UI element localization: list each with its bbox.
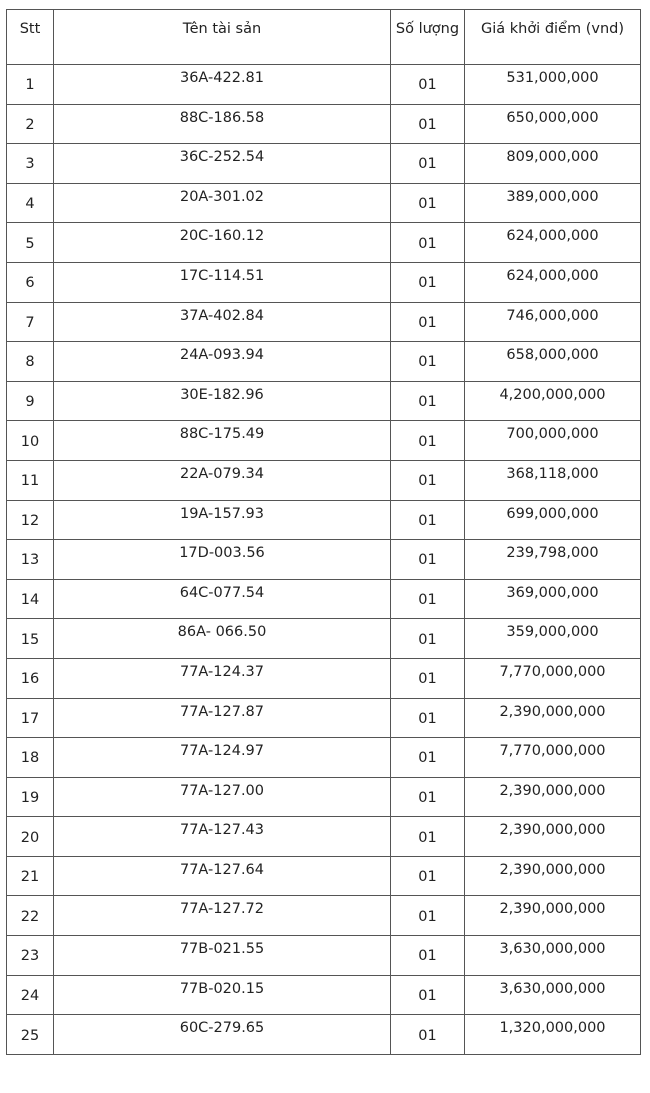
table-header <box>7 10 641 65</box>
table-row <box>7 144 641 184</box>
table-row <box>7 658 641 698</box>
row-asset-name-cell: 77A-127.43 <box>54 817 391 857</box>
table-row <box>7 500 641 540</box>
table-row <box>7 223 641 263</box>
row-stt-cell: 13 <box>7 540 54 580</box>
row-asset-name-cell: 24A-093.94 <box>54 342 391 382</box>
row-price-cell: 4,200,000,000 <box>465 381 641 421</box>
row-price-cell: 7,770,000,000 <box>465 738 641 778</box>
table-row <box>7 856 641 896</box>
row-stt-cell: 21 <box>7 856 54 896</box>
table-row <box>7 104 641 144</box>
row-asset-name-cell: 20C-160.12 <box>54 223 391 263</box>
row-asset-name-cell: 30E-182.96 <box>54 381 391 421</box>
row-asset-name-cell: 77A-127.64 <box>54 856 391 896</box>
row-asset-name-cell: 19A-157.93 <box>54 500 391 540</box>
table-row <box>7 738 641 778</box>
row-stt-cell: 18 <box>7 738 54 778</box>
header-name: Tên tài sản <box>54 10 391 65</box>
row-asset-name-cell: 88C-186.58 <box>54 104 391 144</box>
row-quantity-cell: 01 <box>391 421 465 461</box>
row-price-cell: 389,000,000 <box>465 183 641 223</box>
header-row <box>7 10 641 65</box>
row-stt-cell: 10 <box>7 421 54 461</box>
row-asset-name-cell: 36C-252.54 <box>54 144 391 184</box>
row-quantity-cell: 01 <box>391 460 465 500</box>
row-price-cell: 699,000,000 <box>465 500 641 540</box>
row-price-cell: 531,000,000 <box>465 65 641 105</box>
row-stt-cell: 25 <box>7 1015 54 1055</box>
row-asset-name-cell: 88C-175.49 <box>54 421 391 461</box>
table-row <box>7 183 641 223</box>
row-asset-name-cell: 36A-422.81 <box>54 65 391 105</box>
row-price-cell: 658,000,000 <box>465 342 641 382</box>
row-stt-cell: 19 <box>7 777 54 817</box>
row-price-cell: 2,390,000,000 <box>465 698 641 738</box>
row-price-cell: 359,000,000 <box>465 619 641 659</box>
table-row <box>7 262 641 302</box>
row-quantity-cell: 01 <box>391 342 465 382</box>
row-asset-name-cell: 77B-020.15 <box>54 975 391 1015</box>
row-price-cell: 1,320,000,000 <box>465 1015 641 1055</box>
row-quantity-cell: 01 <box>391 144 465 184</box>
row-asset-name-cell: 60C-279.65 <box>54 1015 391 1055</box>
table-row <box>7 342 641 382</box>
table-row <box>7 896 641 936</box>
row-quantity-cell: 01 <box>391 817 465 857</box>
row-asset-name-cell: 17C-114.51 <box>54 262 391 302</box>
row-asset-name-cell: 86A- 066.50 <box>54 619 391 659</box>
row-stt-cell: 12 <box>7 500 54 540</box>
row-quantity-cell: 01 <box>391 658 465 698</box>
row-price-cell: 746,000,000 <box>465 302 641 342</box>
table-row <box>7 421 641 461</box>
table-row <box>7 817 641 857</box>
table-row <box>7 540 641 580</box>
row-asset-name-cell: 77A-124.37 <box>54 658 391 698</box>
row-asset-name-cell: 77A-124.97 <box>54 738 391 778</box>
table-row <box>7 65 641 105</box>
row-price-cell: 2,390,000,000 <box>465 817 641 857</box>
row-asset-name-cell: 22A-079.34 <box>54 460 391 500</box>
row-stt-cell: 14 <box>7 579 54 619</box>
row-quantity-cell: 01 <box>391 104 465 144</box>
row-quantity-cell: 01 <box>391 262 465 302</box>
row-stt-cell: 5 <box>7 223 54 263</box>
row-stt-cell: 22 <box>7 896 54 936</box>
row-quantity-cell: 01 <box>391 65 465 105</box>
table-row <box>7 460 641 500</box>
table-row <box>7 777 641 817</box>
row-quantity-cell: 01 <box>391 540 465 580</box>
row-price-cell: 3,630,000,000 <box>465 975 641 1015</box>
row-quantity-cell: 01 <box>391 223 465 263</box>
table-row <box>7 579 641 619</box>
row-quantity-cell: 01 <box>391 500 465 540</box>
row-quantity-cell: 01 <box>391 896 465 936</box>
row-price-cell: 239,798,000 <box>465 540 641 580</box>
row-quantity-cell: 01 <box>391 183 465 223</box>
row-price-cell: 3,630,000,000 <box>465 936 641 976</box>
row-asset-name-cell: 17D-003.56 <box>54 540 391 580</box>
row-stt-cell: 2 <box>7 104 54 144</box>
header-stt: Stt <box>7 10 54 65</box>
row-stt-cell: 4 <box>7 183 54 223</box>
row-stt-cell: 7 <box>7 302 54 342</box>
row-stt-cell: 20 <box>7 817 54 857</box>
row-asset-name-cell: 64C-077.54 <box>54 579 391 619</box>
row-quantity-cell: 01 <box>391 698 465 738</box>
row-quantity-cell: 01 <box>391 619 465 659</box>
row-asset-name-cell: 37A-402.84 <box>54 302 391 342</box>
row-quantity-cell: 01 <box>391 777 465 817</box>
table-row <box>7 936 641 976</box>
row-price-cell: 624,000,000 <box>465 262 641 302</box>
row-stt-cell: 17 <box>7 698 54 738</box>
row-quantity-cell: 01 <box>391 579 465 619</box>
row-quantity-cell: 01 <box>391 381 465 421</box>
row-stt-cell: 8 <box>7 342 54 382</box>
row-stt-cell: 6 <box>7 262 54 302</box>
row-stt-cell: 1 <box>7 65 54 105</box>
table-row <box>7 302 641 342</box>
row-price-cell: 2,390,000,000 <box>465 856 641 896</box>
row-quantity-cell: 01 <box>391 975 465 1015</box>
row-price-cell: 368,118,000 <box>465 460 641 500</box>
row-quantity-cell: 01 <box>391 302 465 342</box>
table-body <box>7 65 641 1055</box>
table-row <box>7 381 641 421</box>
row-price-cell: 700,000,000 <box>465 421 641 461</box>
row-asset-name-cell: 20A-301.02 <box>54 183 391 223</box>
header-price: Giá khởi điểm (vnd) <box>465 10 641 65</box>
row-quantity-cell: 01 <box>391 738 465 778</box>
header-qty: Số lượng <box>391 10 465 65</box>
row-price-cell: 624,000,000 <box>465 223 641 263</box>
row-price-cell: 7,770,000,000 <box>465 658 641 698</box>
row-quantity-cell: 01 <box>391 936 465 976</box>
row-stt-cell: 16 <box>7 658 54 698</box>
table-row <box>7 619 641 659</box>
row-stt-cell: 23 <box>7 936 54 976</box>
row-price-cell: 369,000,000 <box>465 579 641 619</box>
row-stt-cell: 15 <box>7 619 54 659</box>
row-price-cell: 809,000,000 <box>465 144 641 184</box>
asset-table <box>6 9 641 1055</box>
table-row <box>7 975 641 1015</box>
row-quantity-cell: 01 <box>391 856 465 896</box>
row-price-cell: 2,390,000,000 <box>465 777 641 817</box>
row-price-cell: 2,390,000,000 <box>465 896 641 936</box>
row-price-cell: 650,000,000 <box>465 104 641 144</box>
row-asset-name-cell: 77A-127.72 <box>54 896 391 936</box>
table-row <box>7 698 641 738</box>
row-stt-cell: 3 <box>7 144 54 184</box>
row-asset-name-cell: 77A-127.87 <box>54 698 391 738</box>
row-asset-name-cell: 77B-021.55 <box>54 936 391 976</box>
row-asset-name-cell: 77A-127.00 <box>54 777 391 817</box>
row-quantity-cell: 01 <box>391 1015 465 1055</box>
row-stt-cell: 9 <box>7 381 54 421</box>
table-row <box>7 1015 641 1055</box>
row-stt-cell: 24 <box>7 975 54 1015</box>
row-stt-cell: 11 <box>7 460 54 500</box>
